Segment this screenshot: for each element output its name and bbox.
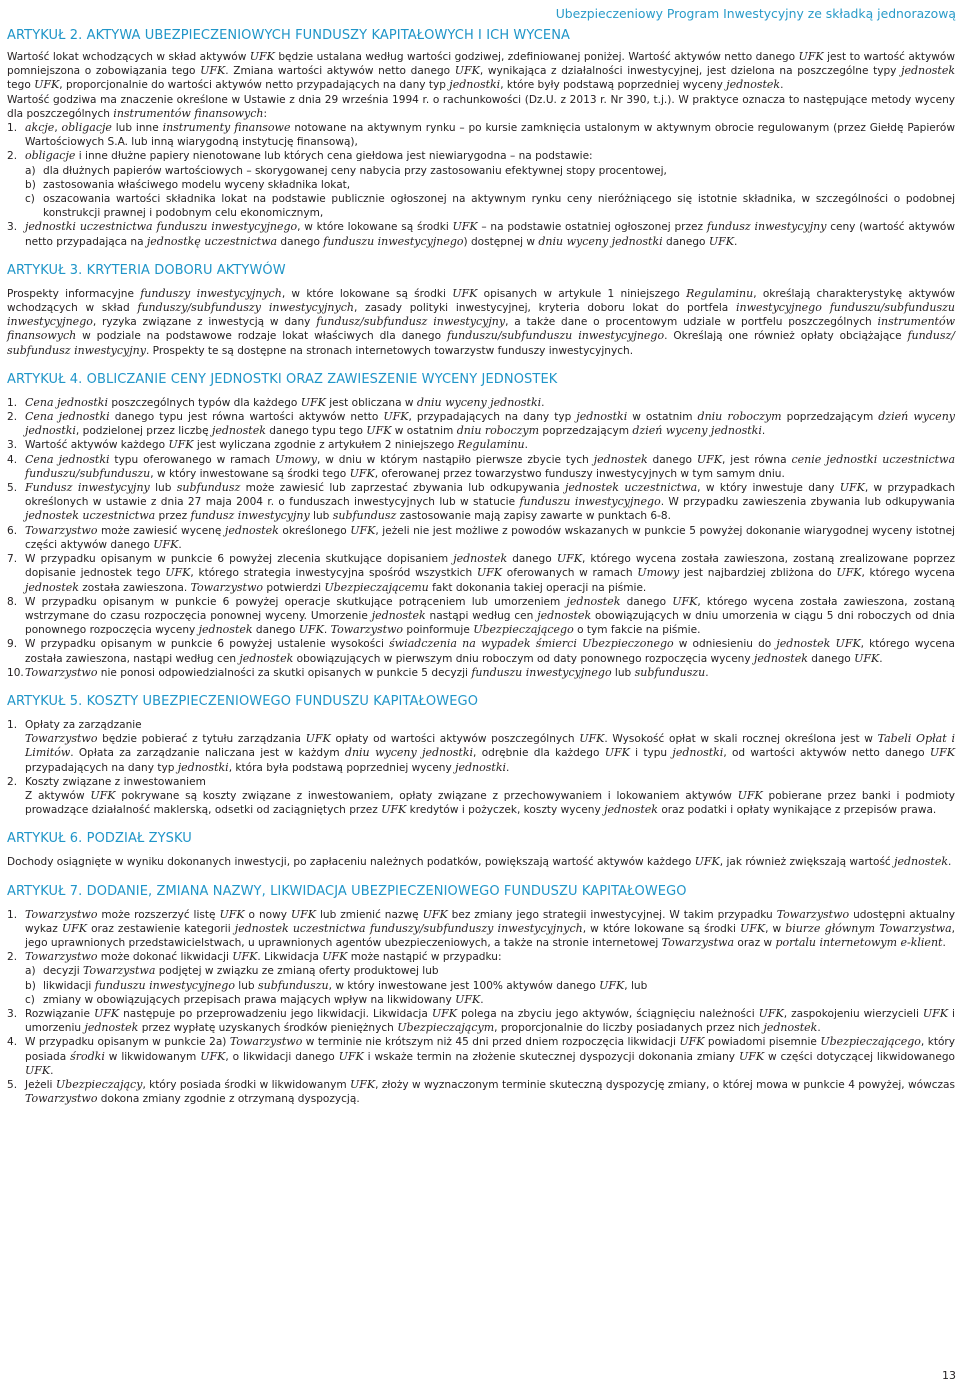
list-item-text: W przypadku opisanym w punkcie 6 powyżej ustalenie wysokości świadczenia na wypadek śmierci Ubezpieczonego w odniesieniu do jednostek UFK, którego wycena została zawieszona, nastąpi według cen jednostek obowiązujących w pierwszym dniu roboczym od daty ponownego rozpoczęcia wyceny jednostek danego UFK.: [25, 637, 956, 665]
article-title: ARTYKUŁ 4. OBLICZANIE CENY JEDNOSTKI ORAZ ZAWIESZENIE WYCENY JEDNOSTEK: [7, 371, 558, 387]
sub-list-item: [25, 993, 955, 1007]
list-item-text: obligacje i inne dłużne papiery nienotowane lub których cena giełdowa jest niewiarygodna – na podstawie:: [25, 149, 593, 163]
sub-list-item: [25, 192, 955, 220]
list-item: [7, 666, 955, 680]
list-item: [7, 410, 955, 438]
list-item-number: 5.: [7, 482, 18, 495]
list-item-number: 4.: [7, 1036, 18, 1049]
list-item-number: 9.: [7, 638, 18, 651]
list-item-number: 8.: [7, 595, 18, 608]
article-title: ARTYKUŁ 3. KRYTERIA DOBORU AKTYWÓW: [7, 262, 286, 278]
list-item: [7, 220, 955, 248]
list-item-number: 2.: [7, 150, 18, 163]
article-title: ARTYKUŁ 5. KOSZTY UBEZPIECZENIOWEGO FUNDUSZU KAPITAŁOWEGO: [7, 693, 479, 709]
list-item-text: Jeżeli Ubezpieczający, który posiada środki w likwidowanym UFK, złoży w wyznaczonym terminie skuteczną dyspozycję zmiany, o której mowa w punkcie 4 powyżej, wówczas Towarzystwo dokona zmiany zgodnie z otrzymaną dyspozycją.: [25, 1077, 956, 1106]
article-section: [7, 28, 955, 249]
sub-list-item-text: zmiany w obowiązujących przepisach prawa mających wpływ na likwidowany UFK.: [43, 992, 484, 1006]
list-item-number: 1.: [7, 908, 18, 921]
list-item-text: W przypadku opisanym w punkcie 2a) Towarzystwo w terminie nie krótszym niż 45 dni przed dniem rozpoczęcia likwidacji UFK powiadomi pisemnie Ubezpieczającego, który posiada środki w likwidowanym UFK, o likwidacji danego UFK i wskaże termin na złożenie skutecznej dyspozycji dokonania zmiany UFK w części dotyczącej likwidowanego UFK.: [25, 1035, 955, 1077]
sub-list-item: [25, 178, 955, 192]
list-item: [7, 552, 955, 595]
list-item: [7, 595, 955, 638]
list-item: [7, 1007, 955, 1035]
list-item-text: akcje, obligacje lub inne instrumenty finansowe notowane na aktywnym rynku – po kursie zamknięcia ustalonym w aktywnym obrocie regulowanym (przez Giełdę Papierów Wartościowych S.A. lub inną wiarygodną instytucję finansową),: [25, 121, 955, 149]
list-item-number: 4.: [7, 453, 18, 466]
list-item-text: W przypadku opisanym w punkcie 6 powyżej zlecenia skutkujące dopisaniem jednostek danego UFK, którego wycena została zawieszona, zostaną zrealizowane poprzez dopisanie jednostek tego UFK, którego strategia inwestycyjna spośród wszystkich UFK oferowanych w ramach Umowy jest najbardziej zbliżona do UFK, którego wycena jednostek została zawieszona. Towarzystwo potwierdzi Ubezpieczającemu fakt dokonania takiej operacji na piśmie.: [25, 552, 955, 594]
sub-list-item: [25, 164, 955, 178]
list-item-text: Rozwiązanie UFK następuje po przeprowadzeniu jego likwidacji. Likwidacja UFK polega na zbyciu jego aktywów, ściągnięciu należności UFK, zaspokojeniu wierzycieli UFK i umorzeniu jednostek przez wypłatę uzyskanych środków pieniężnych Ubezpieczającym, proporcjonalnie do liczby posiadanych przez nich jednostek.: [25, 1006, 955, 1035]
list-item-number: 2.: [7, 411, 18, 424]
article-paragraph: Wartość godziwa ma znaczenie określone w Ustawie z dnia 29 września 1994 r. o rachunkowości (Dz.U. z 2013 r. Nr 390, t.j.). W praktyce oznacza to następujące metody wyceny dla poszczególnych instrumentów finansowych:: [7, 93, 955, 120]
sub-list-item-letter: a): [25, 965, 36, 978]
article-paragraph: Dochody osiągnięte w wyniku dokonanych inwestycji, po zapłaceniu należnych podatków, powiększają wartość aktywów każdego UFK, jak również zwiększają wartość jednostek.: [7, 855, 952, 869]
list-item-number: 10.: [7, 666, 24, 679]
list-item-text: Cena jednostki danego typu jest równa wartości aktywów netto UFK, przypadających na dany typ jednostki w ostatnim dniu roboczym poprzedzającym dzień wyceny jednostki, podzielonej przez liczbę jednostek danego typu tego UFK w ostatnim dniu roboczym poprzedzającym dzień wyceny jednostki.: [25, 410, 955, 438]
list-item-number: 3.: [7, 221, 18, 234]
list-item-text: jednostki uczestnictwa funduszu inwestycyjnego, w które lokowane są środki UFK – na podstawie ostatniej ogłoszonej przez fundusz inwestycyjny ceny (wartość aktywów netto przypadająca na jednostkę uczestnictwa danego funduszu inwestycyjnego) dostępnej w dniu wyceny jednostki danego UFK.: [25, 220, 955, 248]
list-item: [7, 775, 955, 818]
list-item-number: 2.: [7, 775, 18, 788]
list-item-number: 6.: [7, 524, 18, 537]
article-section: [7, 694, 955, 817]
sub-list-item-text: likwidacji funduszu inwestycyjnego lub subfunduszu, w który inwestowane jest 100% aktywów danego UFK, lub: [43, 978, 648, 992]
sub-list-item: [25, 979, 955, 993]
article-paragraph: Wartość lokat wchodzących w skład aktywów UFK będzie ustalana według wartości godziwej, zdefiniowanej poniżej. Wartość aktywów netto danego UFK jest to wartość aktywów pomniejszona o zobowiązania tego UFK. Zmiana wartości aktywów netto danego UFK, wynikająca z działalności inwestycyjnej, jest dzielona na poszczególne typy jednostek tego UFK, proporcjonalnie do wartości aktywów netto przypadających na dany typ jednostki, które były podstawą poprzedniej wyceny jednostek.: [7, 50, 955, 92]
list-item: [7, 481, 955, 524]
list-item-number: 1.: [7, 718, 18, 731]
article-title: ARTYKUŁ 6. PODZIAŁ ZYSKU: [7, 831, 192, 847]
sub-list-item-letter: c): [25, 193, 35, 206]
list-item-text: Wartość aktywów każdego UFK jest wyliczana zgodnie z artykułem 2 niniejszego Regulaminu.: [25, 438, 529, 452]
list-item: [7, 1035, 955, 1078]
running-header: Ubezpieczeniowy Program Inwestycyjny ze składką jednorazową: [555, 6, 956, 21]
numbered-list: [7, 718, 955, 817]
numbered-list: [7, 121, 955, 249]
page-number: 13: [942, 1369, 956, 1382]
list-item: [7, 149, 955, 220]
document-body: [7, 28, 955, 1120]
list-item-number: 1.: [7, 396, 18, 409]
article-paragraph: Prospekty informacyjne funduszy inwestycyjnych, w które lokowane są środki UFK opisanych w artykule 1 niniejszego Regulaminu, określają charakterystykę aktywów wchodzących w skład funduszy/subfunduszy inwestycyjnych, zasady polityki inwestycyjnej, kryteria doboru lokat do portfela inwestycyjnego funduszu/subfunduszu inwestycyjnego, ryzyka związane z inwestycją w dany fundusz/subfundusz inwestycyjny, a także dane o procentowym udziale w portfelu poszczególnych instrumentów finansowych w podziale na podstawowe rodzaje lokat właściwych dla danego funduszu/subfunduszu inwestycyjnego. Określają one również opłaty obciążające fundusz/ subfundusz inwestycyjny. Prospekty te są dostępne na stronach internetowych towarzystw funduszy inwestycyjnych.: [7, 286, 956, 357]
sub-list-item-letter: c): [25, 993, 35, 1006]
list-item: [7, 950, 955, 1007]
list-item-text: Towarzystwo nie ponosi odpowiedzialności za skutki opisanych w punkcie 5 decyzji funduszu inwestycyjnego lub subfunduszu.: [25, 665, 709, 679]
sub-list-item-letter: a): [25, 164, 36, 177]
list-item-text: Koszty związane z inwestowaniem Z aktywów UFK pokrywane są koszty związane z inwestowaniem, opłaty związane z przechowywaniem i lokowaniem aktywów UFK pobierane przez banki i podmioty prowadzące działalność maklerską, odsetki od zaciągniętych przez UFK kredytów i pożyczek, koszty wyceny jednostek oraz podatki i opłaty wynikające z przepisów prawa.: [25, 775, 955, 817]
numbered-list: [7, 908, 955, 1107]
list-item: [7, 396, 955, 410]
list-item: [7, 121, 955, 149]
list-item: [7, 637, 955, 665]
article-title: ARTYKUŁ 2. AKTYWA UBEZPIECZENIOWYCH FUNDUSZY KAPITAŁOWYCH I ICH WYCENA: [7, 28, 571, 43]
list-item: [7, 908, 955, 951]
list-item: [7, 438, 955, 452]
article-section: [7, 372, 955, 680]
article-section: [7, 831, 955, 869]
article-title: ARTYKUŁ 7. DODANIE, ZMIANA NAZWY, LIKWIDACJA UBEZPIECZENIOWEGO FUNDUSZU KAPITAŁOWEGO: [7, 883, 687, 899]
sub-list-item: [25, 964, 955, 978]
numbered-list: [7, 396, 955, 680]
sub-list-item-text: oszacowania wartości składnika lokat na podstawie publicznie ogłoszonej na aktywnym rynku ceny nieróżniącego się istotnie składnika, w szczególności o podobnej konstrukcji prawnej i podobnym celu ekonomicznym,: [43, 193, 955, 220]
list-item-number: 3.: [7, 1007, 18, 1020]
list-item-number: 2.: [7, 951, 18, 964]
sub-list-item-text: dla dłużnych papierów wartościowych – skorygowanej ceny nabycia przy zastosowaniu efektywnej stopy procentowej,: [43, 164, 667, 177]
article-section: [7, 263, 955, 358]
list-item-number: 1.: [7, 122, 18, 135]
sub-list-item-letter: b): [25, 979, 36, 992]
sub-list-item-text: zastosowania właściwego modelu wyceny składnika lokat,: [43, 178, 351, 191]
list-item: [7, 453, 955, 481]
list-item-text: Cena jednostki poszczególnych typów dla każdego UFK jest obliczana w dniu wyceny jednostki.: [25, 395, 545, 409]
list-item-text: W przypadku opisanym w punkcie 6 powyżej operacje skutkujące potrąceniem lub umorzeniem jednostek danego UFK, którego wycena została zawieszona, zostaną wstrzymane do czasu rozpoczęcia ponownej wyceny. Umorzenie jednostek nastąpi według cen jednostek obowiązujących w dniu umorzenia w ciągu 5 dni roboczych od dnia ponownego rozpoczęcia wyceny jednostek danego UFK. Towarzystwo poinformuje Ubezpieczającego o tym fakcie na piśmie.: [25, 594, 956, 637]
list-item: [7, 1078, 955, 1106]
list-item-text: Towarzystwo może zawiesić wycenę jednostek określonego UFK, jeżeli nie jest możliwe z powodów wskazanych w punkcie 5 powyżej dokonanie wiarygodnej wyceny istotnej części aktywów danego UFK.: [25, 523, 955, 551]
list-item-number: 3.: [7, 439, 18, 452]
sub-list-item-letter: b): [25, 178, 36, 191]
article-section: [7, 884, 955, 1107]
list-item-text: Towarzystwo może rozszerzyć listę UFK o nowy UFK lub zmienić nazwę UFK bez zmiany jego strategii inwestycyjnej. W takim przypadku Towarzystwo udostępni aktualny wykaz UFK oraz zestawienie kategorii jednostek uczestnictwa funduszy/subfunduszy inwestycyjnych, w które lokowane są środki UFK, w biurze głównym Towarzystwa, jego uprawnionych przedstawicielstwach, u uprawnionych agentów ubezpieczeniowych, a także na stronie internetowej Towarzystwa oraz w portalu internetowym e-klient.: [25, 907, 955, 949]
list-item-number: 5.: [7, 1078, 18, 1091]
list-item-number: 7.: [7, 553, 18, 566]
list-item: [7, 524, 955, 552]
list-item-text: Cena jednostki typu oferowanego w ramach Umowy, w dniu w którym nastąpiło pierwsze zbycie tych jednostek danego UFK, jest równa cenie jednostki uczestnictwa funduszu/subfunduszu, w który inwestowane są środki tego UFK, oferowanej przez towarzystwo funduszy inwestycyjnych w tym samym dniu.: [25, 452, 956, 480]
list-item-text: Towarzystwo może dokonać likwidacji UFK. Likwidacja UFK może nastąpić w przypadku:: [25, 950, 502, 964]
list-item-text: Opłaty za zarządzanie Towarzystwo będzie pobierać z tytułu zarządzania UFK opłaty od wartości aktywów poszczególnych UFK. Wysokość opłat w skali rocznej określona jest w Tabeli Opłat i Limitów. Opłata za zarządzanie naliczana jest w każdym dniu wyceny jednostki, odrębnie dla każdego UFK i typu jednostki, od wartości aktywów netto danego UFK przypadających na dany typ jednostki, która była podstawą poprzedniej wyceny jednostki.: [25, 718, 955, 774]
list-item: [7, 718, 955, 775]
sub-list-item-text: decyzji Towarzystwa podjętej w związku ze zmianą oferty produktowej lub: [43, 964, 439, 978]
list-item-text: Fundusz inwestycyjny lub subfundusz może zawiesić lub zaprzestać zbywania lub odkupywania jednostek uczestnictwa, w który inwestuje dany UFK, w przypadkach określonych w ustawie z dnia 27 maja 2004 r. o funduszach inwestycyjnych lub w statucie funduszu inwestycyjnego. W przypadku zawieszenia zbywania lub odkupywania jednostek uczestnictwa przez fundusz inwestycyjny lub subfundusz zastosowanie mają zapisy zawarte w punktach 6-8.: [25, 481, 956, 523]
